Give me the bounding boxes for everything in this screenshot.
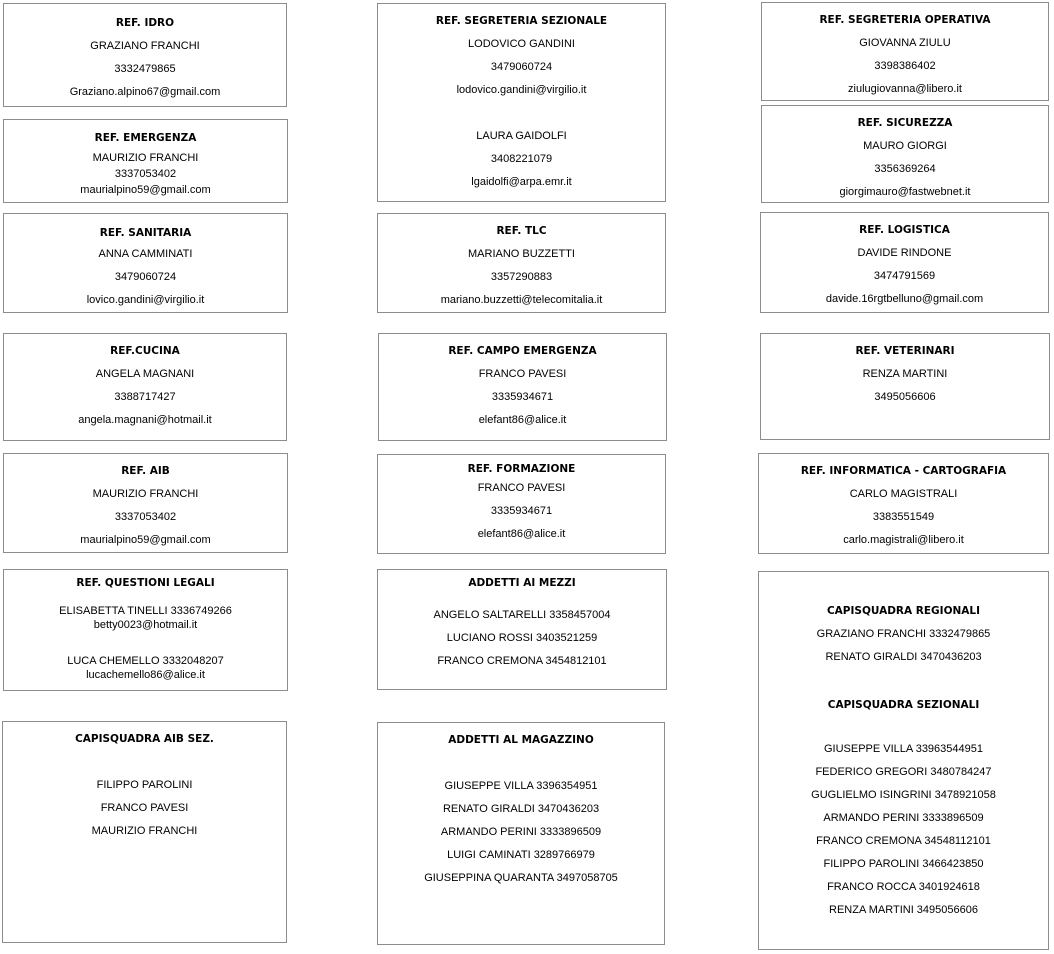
- box-title: ADDETTI AL MAGAZZINO: [448, 734, 594, 746]
- contact-name: FRANCO PAVESI: [477, 482, 566, 494]
- contact-name: CARLO MAGISTRALI: [849, 488, 958, 500]
- box-ref-idro: [3, 3, 287, 107]
- list-item: GIUSEPPINA QUARANTA 3497058705: [424, 872, 618, 884]
- list-item: FRANCO CREMONA 3454812101: [437, 655, 607, 667]
- contact-name: DAVIDE RINDONE: [857, 247, 952, 259]
- list-item: MAURIZIO FRANCHI: [91, 825, 198, 837]
- list-item: FRANCO PAVESI: [100, 802, 189, 814]
- contact-email: elefant86@alice.it: [477, 528, 566, 540]
- contact-name: ANNA CAMMINATI: [98, 248, 193, 260]
- list-item: LUIGI CAMINATI 3289766979: [447, 849, 595, 861]
- list-item: ARMANDO PERINI 3333896509: [823, 812, 984, 824]
- contact-phone: 3337053402: [114, 168, 177, 180]
- box-ref-logistica: [760, 212, 1049, 313]
- contact-name-phone: LUCA CHEMELLO 3332048207: [67, 655, 224, 667]
- contact-name: MARIANO BUZZETTI: [468, 248, 575, 260]
- box-title: ADDETTI AI MEZZI: [468, 577, 576, 589]
- box-title: REF. QUESTIONI LEGALI: [76, 577, 215, 589]
- box-title: REF. FORMAZIONE: [467, 463, 576, 475]
- contact-phone: 3335934671: [490, 505, 553, 517]
- contact-name: MAURIZIO FRANCHI: [92, 488, 199, 500]
- box-ref-cucina: [3, 333, 287, 441]
- box-title: CAPISQUADRA AIB SEZ.: [75, 733, 214, 745]
- contact-phone: 3388717427: [114, 391, 176, 403]
- box-capisquadra: [758, 571, 1049, 950]
- contact-name: MAURIZIO FRANCHI: [92, 152, 199, 164]
- contact-email: lovico.gandini@virgilio.it: [86, 294, 205, 306]
- contact-name: FRANCO PAVESI: [478, 368, 567, 380]
- box-ref-sanitaria: [3, 213, 288, 313]
- box-ref-campo-emergenza: [378, 333, 667, 441]
- box-ref-formazione: [377, 454, 666, 554]
- box-title: REF. SANITARIA: [99, 227, 192, 239]
- contact-name: RENZA MARTINI: [862, 368, 948, 380]
- contact-email: Graziano.alpino67@gmail.com: [69, 86, 221, 98]
- box-title: REF.CUCINA: [110, 345, 180, 357]
- box-ref-aib: [3, 453, 288, 553]
- box-capisquadra-aib: [2, 721, 287, 943]
- contact-email: ziulugiovanna@libero.it: [848, 83, 962, 95]
- list-item: RENATO GIRALDI 3470436203: [825, 651, 982, 663]
- box-ref-questioni-legali: [3, 569, 288, 691]
- contact-name: GIOVANNA ZIULU: [859, 37, 951, 49]
- list-item: GRAZIANO FRANCHI 3332479865: [816, 628, 991, 640]
- box-addetti-mezzi: [377, 569, 667, 690]
- box-title: REF. SICUREZZA: [857, 117, 953, 129]
- box-addetti-magazzino: [377, 722, 665, 945]
- box-title: REF. CAMPO EMERGENZA: [448, 345, 597, 357]
- contact-email: carlo.magistrali@libero.it: [843, 534, 964, 546]
- contact-name-phone: ELISABETTA TINELLI 3336749266: [59, 605, 232, 617]
- contact-phone: 3337053402: [114, 511, 177, 523]
- contact-name: LODOVICO GANDINI: [468, 38, 575, 50]
- box-title: REF. SEGRETERIA SEZIONALE: [435, 15, 608, 27]
- contact-name: GRAZIANO FRANCHI: [90, 40, 200, 52]
- box-ref-informatica: [758, 453, 1049, 554]
- contact-phone: 3408221079: [490, 153, 553, 165]
- list-item: ARMANDO PERINI 3333896509: [440, 826, 602, 838]
- box-title: REF. INFORMATICA - CARTOGRAFIA: [800, 465, 1007, 477]
- box-ref-segreteria-sezionale: [377, 3, 666, 202]
- box-ref-segreteria-operativa: [761, 2, 1049, 101]
- box-title: REF. EMERGENZA: [94, 132, 197, 144]
- contact-email: lucachemello86@alice.it: [86, 669, 205, 681]
- contact-phone: 3356369264: [874, 163, 936, 175]
- list-item: FILIPPO PAROLINI: [96, 779, 193, 791]
- contact-phone: 3479060724: [114, 271, 177, 283]
- box-title-sezionali: CAPISQUADRA SEZIONALI: [827, 699, 980, 711]
- box-ref-emergenza: [3, 119, 288, 203]
- contact-email: davide.16rgtbelluno@gmail.com: [825, 293, 984, 305]
- contact-phone: 3383551549: [872, 511, 935, 523]
- list-item: GIUSEPPE VILLA 3396354951: [444, 780, 598, 792]
- list-item: ANGELO SALTARELLI 3358457004: [433, 609, 611, 621]
- contact-email: lodovico.gandini@virgilio.it: [456, 84, 587, 96]
- box-title: REF. TLC: [496, 225, 547, 237]
- list-item: GUGLIELMO ISINGRINI 3478921058: [811, 789, 996, 801]
- contact-email: mariano.buzzetti@telecomitalia.it: [440, 294, 603, 306]
- contact-email: lgaidolfi@arpa.emr.it: [471, 176, 572, 188]
- contact-phone: 3332479865: [114, 63, 176, 75]
- list-item: GIUSEPPE VILLA 33963544951: [823, 743, 983, 755]
- list-item: FEDERICO GREGORI 3480784247: [815, 766, 992, 778]
- box-ref-sicurezza: [761, 105, 1049, 203]
- list-item: FILIPPO PAROLINI 3466423850: [823, 858, 984, 870]
- contact-name: MAURO GIORGI: [863, 140, 947, 152]
- contact-email: elefant86@alice.it: [478, 414, 567, 426]
- contact-phone: 3357290883: [490, 271, 553, 283]
- contact-phone: 3474791569: [873, 270, 936, 282]
- contact-phone: 3495056606: [874, 391, 936, 403]
- contact-email: betty0023@hotmail.it: [93, 619, 198, 631]
- list-item: RENATO GIRALDI 3470436203: [442, 803, 600, 815]
- list-item: RENZA MARTINI 3495056606: [829, 904, 978, 916]
- box-ref-tlc: [377, 213, 666, 313]
- box-title: REF. VETERINARI: [855, 345, 955, 357]
- list-item: FRANCO ROCCA 3401924618: [827, 881, 980, 893]
- box-title: REF. LOGISTICA: [859, 224, 950, 236]
- list-item: LUCIANO ROSSI 3403521259: [446, 632, 598, 644]
- box-title: REF. AIB: [121, 465, 170, 477]
- contact-email: giorgimauro@fastwebnet.it: [839, 186, 971, 198]
- box-title: REF. SEGRETERIA OPERATIVA: [819, 14, 991, 26]
- box-title: REF. IDRO: [115, 17, 175, 29]
- contact-name: ANGELA MAGNANI: [95, 368, 195, 380]
- list-item: FRANCO CREMONA 34548112101: [816, 835, 991, 847]
- contact-phone: 3335934671: [491, 391, 554, 403]
- contact-email: maurialpino59@gmail.com: [80, 184, 211, 196]
- box-ref-veterinari: [760, 333, 1050, 440]
- contact-name: LAURA GAIDOLFI: [476, 130, 567, 142]
- contact-phone: 3479060724: [490, 61, 553, 73]
- contact-email: maurialpino59@gmail.com: [80, 534, 211, 546]
- box-title-regionali: CAPISQUADRA REGIONALI: [826, 605, 981, 617]
- contact-email: angela.magnani@hotmail.it: [78, 414, 212, 426]
- contact-phone: 3398386402: [874, 60, 936, 72]
